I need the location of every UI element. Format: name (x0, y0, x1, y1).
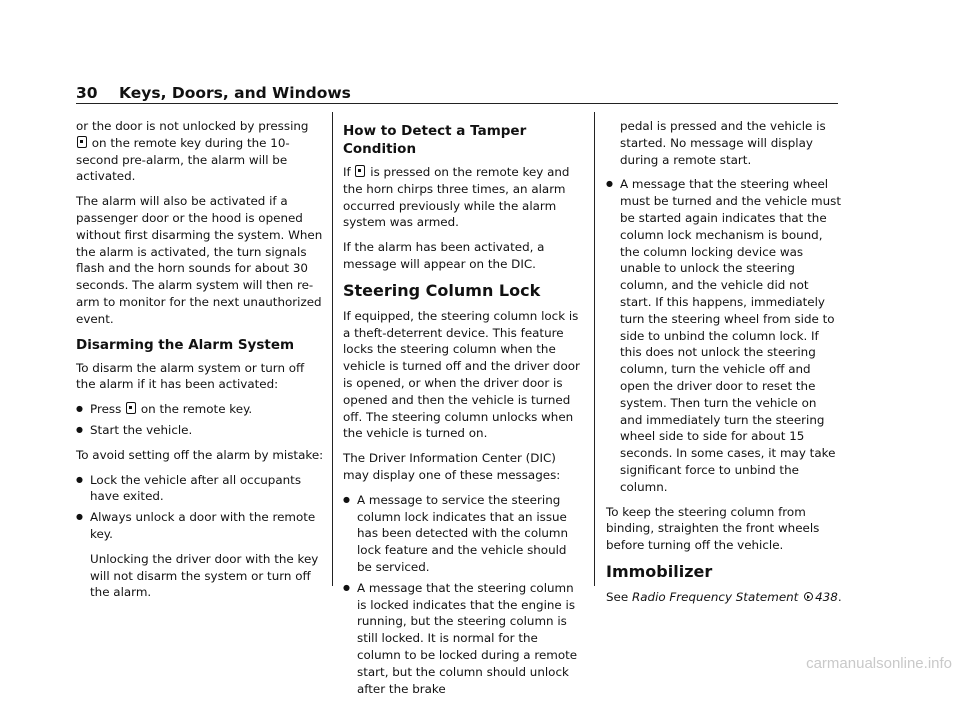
bullet-list (76, 472, 324, 543)
page-ref-arrow-icon (804, 592, 813, 601)
heading-immobilizer: Immobilizer (606, 561, 713, 581)
list-item: ● Always unlock a door with the remote key. (76, 509, 324, 543)
paragraph: If is pressed on the remote key and the horn chirps three times, an alarm occurred previously while the alarm system was armed. (343, 165, 570, 230)
paragraph: The alarm will also be activated if a passenger door or the hood is opened without first disarming the system. When the alarm is activated, the turn signals flash and the horn sounds for about 30 seconds. The alarm system will then re-arm to monitor for the next unauthorized event. (76, 194, 323, 326)
list-item: ● Start the vehicle. (76, 422, 324, 439)
page-number: 30 (76, 84, 98, 102)
see-reference: See Radio Frequency Statement 438. (606, 589, 842, 604)
reference-link[interactable]: Radio Frequency Statement (631, 589, 799, 604)
paragraph: To avoid setting off the alarm by mistake: (76, 447, 324, 462)
list-item: ● A message that the steering column is locked indicates that the engine is running, but the steering column is still locked. It is normal for the column to be locked during a remote start, but the column should unlock after the brake (343, 580, 583, 698)
bullet-note: Unlocking the driver door with the key will not disarm the system or turn off the alarm. (90, 551, 319, 600)
header-rule (76, 103, 838, 104)
reference-page[interactable]: 438 (815, 589, 838, 604)
bullet-list (606, 176, 842, 495)
lock-button-icon (126, 402, 136, 414)
section-title: Keys, Doors, and Windows (118, 84, 351, 102)
column-2 (343, 118, 583, 705)
paragraph: To keep the steering column from binding, straighten the front wheels before turning off the vehicle. (606, 504, 820, 553)
list-item: ● Lock the vehicle after all occupants have exited. (76, 472, 324, 506)
lock-button-icon (355, 165, 365, 177)
list-item: ● A message to service the steering column lock indicates that an issue has been detected with the column lock feature and the vehicle should be serviced. (343, 492, 583, 576)
paragraph: The Driver Information Center (DIC) may display one of these messages: (343, 451, 561, 482)
list-item: ● Press on the remote key. (76, 401, 324, 418)
watermark: carmanualsonline.info (806, 655, 952, 672)
column-3 (606, 118, 842, 614)
bullet-list (76, 401, 324, 439)
bullet-list (343, 492, 583, 698)
bullet-continuation: pedal is pressed and the vehicle is started. No message will display during a remote start. (620, 119, 826, 167)
lock-button-icon (77, 136, 87, 148)
column-divider-2 (594, 112, 595, 586)
heading-steering-column-lock: Steering Column Lock (343, 280, 541, 300)
column-divider-1 (332, 112, 333, 586)
heading-tamper-condition: How to Detect a Tamper Condition (343, 123, 527, 157)
column-1 (76, 118, 324, 609)
list-item: ● A message that the steering wheel must be turned and the vehicle must be started again indicates that the column lock mechanism is bound, the column locking device was unable to unlock the steering column, and the vehicle did not start. If this happens, immediately turn the steering wheel from side to side to unbind the column lock. If this does not unlock the steering column, turn the vehicle off and open the driver door to reset the system. Then turn the vehicle on and immediately turn the steering wheel side to side for about 15 seconds. In some cases, it may take significant force to unbind the column. (606, 176, 842, 495)
paragraph: If equipped, the steering column lock is a theft-deterrent device. This feature locks the steering column when the vehicle is turned off and the driver door is opened, or when the driver door is opened and then the vehicle is turned off. The steering column unlocks when the vehicle is turned on. (343, 308, 580, 441)
paragraph: To disarm the alarm system or turn off the alarm if it has been activated: (76, 360, 305, 392)
heading-disarming-alarm: Disarming the Alarm System (76, 336, 295, 353)
paragraph: If the alarm has been activated, a message will appear on the DIC. (343, 240, 545, 271)
page-header (76, 84, 351, 102)
paragraph: or the door is not unlocked by pressing on the remote key during the 10-second pre-alarm, the alarm will be activated. (76, 119, 309, 184)
